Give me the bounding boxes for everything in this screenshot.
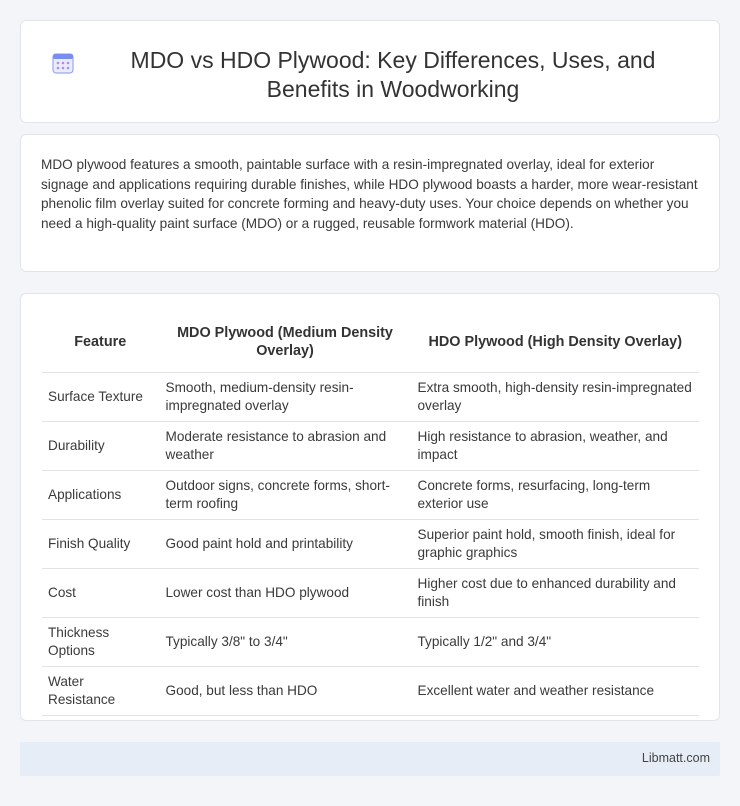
hdo-cell: Superior paint hold, smooth finish, ideal for graphic graphics xyxy=(411,519,699,568)
feature-cell: Cost xyxy=(42,568,159,617)
comparison-table xyxy=(42,312,699,716)
table-row xyxy=(42,617,699,666)
table-row xyxy=(42,568,699,617)
feature-cell: Water Resistance xyxy=(42,666,159,715)
title-row xyxy=(21,21,719,104)
mdo-cell: Lower cost than HDO plywood xyxy=(159,568,411,617)
feature-cell: Durability xyxy=(42,421,159,470)
title-card xyxy=(20,20,720,123)
mdo-cell: Outdoor signs, concrete forms, short-term roofing xyxy=(159,470,411,519)
hdo-cell: Excellent water and weather resistance xyxy=(411,666,699,715)
table-header-row xyxy=(42,312,699,372)
hdo-cell: Concrete forms, resurfacing, long-term exterior use xyxy=(411,470,699,519)
table-row xyxy=(42,519,699,568)
header-feature: Feature xyxy=(42,312,159,372)
table-row xyxy=(42,372,699,421)
header-mdo: MDO Plywood (Medium Density Overlay) xyxy=(159,312,411,372)
header-hdo: HDO Plywood (High Density Overlay) xyxy=(411,312,699,372)
footer-bar xyxy=(20,742,720,776)
intro-card xyxy=(20,134,720,272)
feature-cell: Surface Texture xyxy=(42,372,159,421)
source-link[interactable]: Libmatt.com xyxy=(641,751,710,765)
mdo-cell: Smooth, medium-density resin-impregnated overlay xyxy=(159,372,411,421)
page-title: MDO vs HDO Plywood: Key Differences, Uses, and Benefits in Woodworking xyxy=(130,47,656,102)
feature-cell: Thickness Options xyxy=(42,617,159,666)
hdo-cell: High resistance to abrasion, weather, and impact xyxy=(411,421,699,470)
hdo-cell: Extra smooth, high-density resin-impregnated overlay xyxy=(411,372,699,421)
feature-cell: Applications xyxy=(42,470,159,519)
comparison-card xyxy=(20,293,720,721)
hdo-cell: Higher cost due to enhanced durability and finish xyxy=(411,568,699,617)
hdo-cell: Typically 1/2" and 3/4" xyxy=(411,617,699,666)
table-row xyxy=(42,421,699,470)
calendar-icon xyxy=(51,51,75,75)
mdo-cell: Good, but less than HDO xyxy=(159,666,411,715)
mdo-cell: Good paint hold and printability xyxy=(159,519,411,568)
feature-cell: Finish Quality xyxy=(42,519,159,568)
mdo-cell: Typically 3/8" to 3/4" xyxy=(159,617,411,666)
table-row xyxy=(42,470,699,519)
mdo-cell: Moderate resistance to abrasion and weather xyxy=(159,421,411,470)
table-row xyxy=(42,666,699,715)
intro-paragraph: MDO plywood features a smooth, paintable surface with a resin-impregnated overlay, ideal for exterior signage and applications requiring durable finishes, while HDO plywood boasts a harder, more wear-resistant phenolic film overlay suited for concrete forming and heavy-duty uses. Your choice depends on whether you need a high-quality paint surface (MDO) or a rugged, reusable formwork material (HDO). xyxy=(41,157,698,231)
